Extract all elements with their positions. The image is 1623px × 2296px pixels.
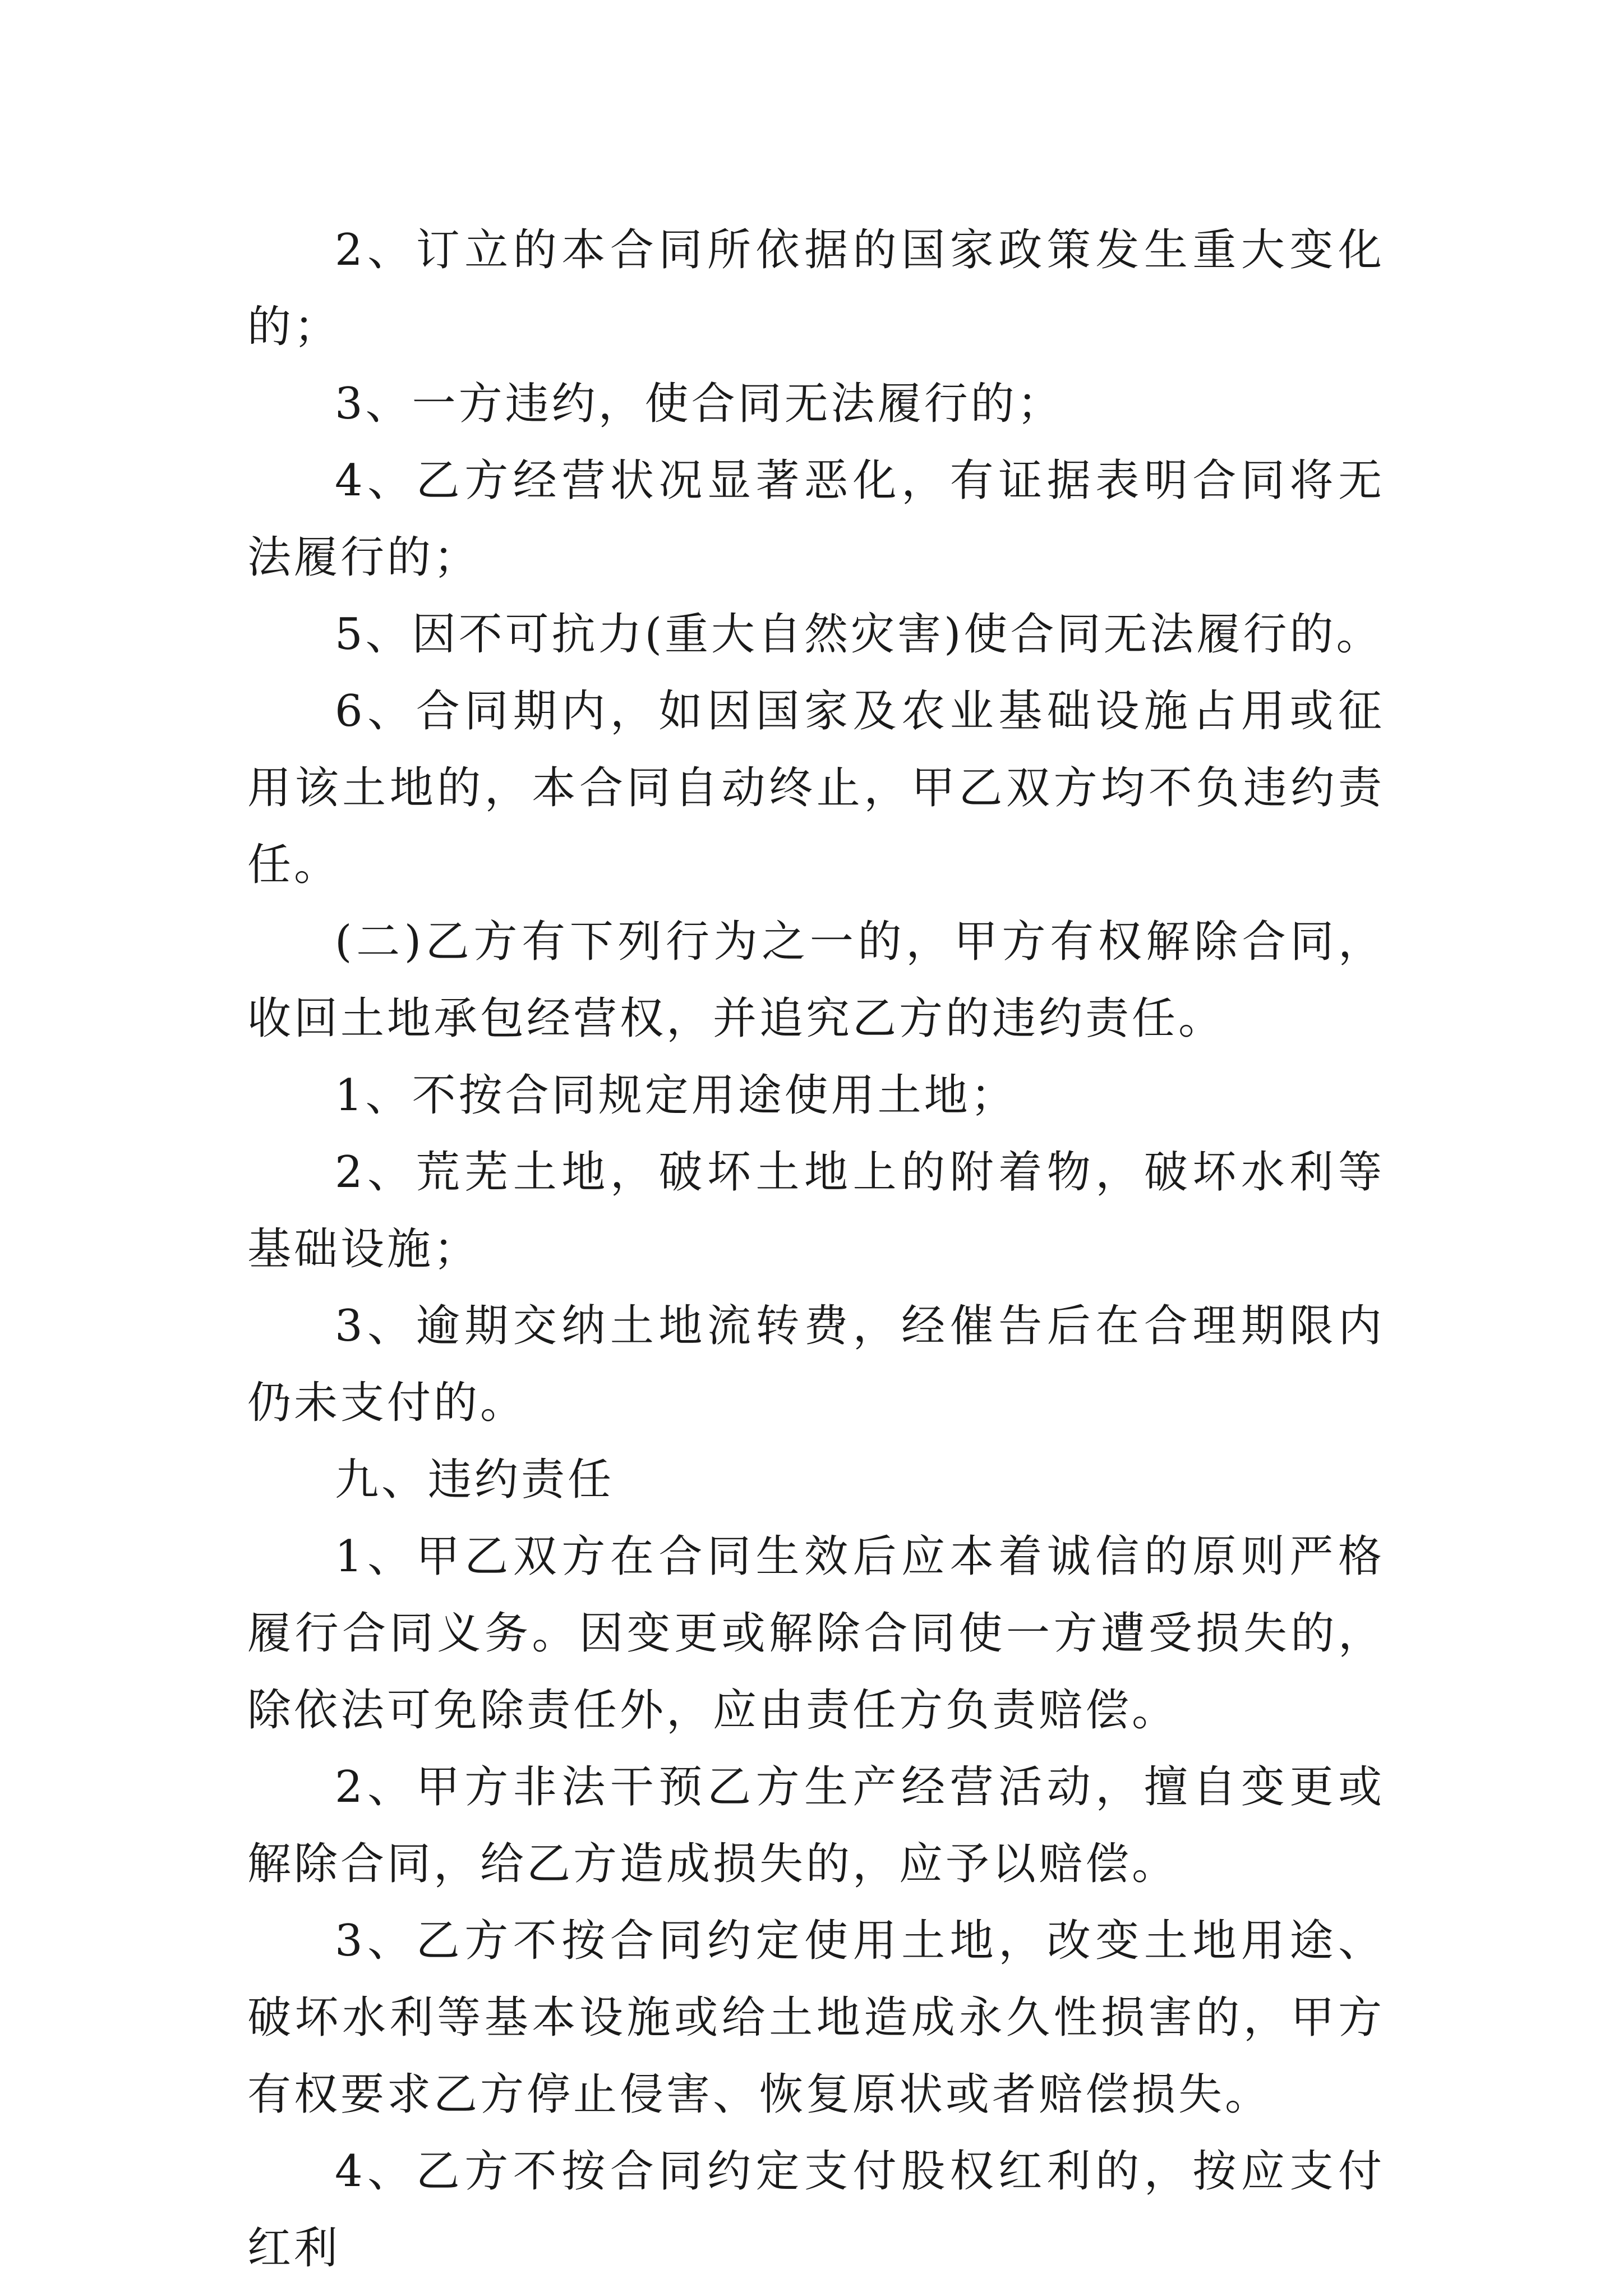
paragraph-clause-4: 4、乙方经营状况显著恶化，有证据表明合同将无法履行的； <box>247 455 1385 583</box>
paragraph-clause-3: 3、一方违约，使合同无法履行的； <box>335 379 1064 429</box>
paragraph-clause-6: 6、合同期内，如因国家及农业基础设施占用或征用该土地的，本合同自动终止，甲乙双方均不负违约责任。 <box>247 686 1385 890</box>
paragraph-section-two: (二)乙方有下列行为之一的，甲方有权解除合同，收回土地承包经营权，并追究乙方的违约责任。 <box>247 917 1385 1044</box>
paragraph-liability-1: 1、甲乙双方在合同生效后应本着诚信的原则严格履行合同义务。因变更或解除合同使一方遭受损失的，除依法可免除责任外，应由责任方负责赔偿。 <box>247 1531 1385 1736</box>
paragraph-item-2: 2、荒芜土地，破坏土地上的附着物，破坏水利等基础设施； <box>247 1147 1385 1274</box>
paragraph-clause-2: 2、订立的本合同所依据的国家政策发生重大变化的； <box>247 225 1385 352</box>
paragraph-clause-5: 5、因不可抗力(重大自然灾害)使合同无法履行的。 <box>335 609 1383 660</box>
paragraph-liability-3: 3、乙方不按合同约定使用土地，改变土地用途、破坏水利等基本设施或给土地造成永久性损害的，甲方有权要求乙方停止侵害、恢复原状或者赔偿损失。 <box>247 1916 1385 2120</box>
document-body <box>247 212 1385 2287</box>
paragraph-item-3: 3、逾期交纳土地流转费，经催告后在合理期限内仍未支付的。 <box>247 1301 1385 1428</box>
paragraph-liability-2: 2、甲方非法干预乙方生产经营活动，擅自变更或解除合同，给乙方造成损失的，应予以赔偿。 <box>247 1762 1385 1889</box>
paragraph-liability-4: 4、乙方不按合同约定支付股权红利的，按应支付红利 <box>247 2146 1385 2274</box>
section-heading-liability: 九、违约责任 <box>335 1455 615 1505</box>
paragraph-item-1: 1、不按合同规定用途使用土地； <box>335 1070 1017 1121</box>
